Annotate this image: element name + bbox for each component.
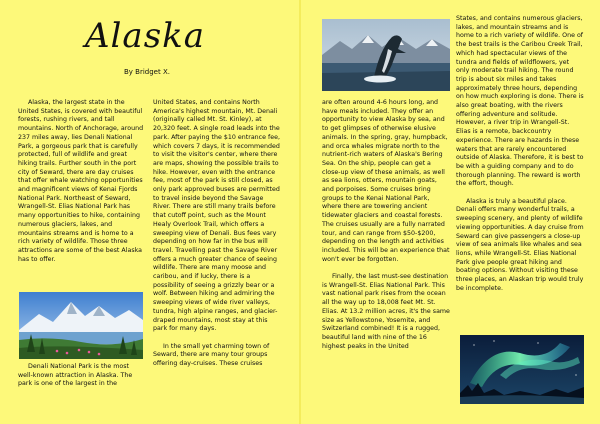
left-column-2 (153, 99, 280, 369)
right-column-1 (322, 99, 450, 351)
denali-paragraph: United States, and contains North America's highest mountain, Mt. Denali (originally called Mt. St. Kinley), at 20,320 feet. A single road leads into the park. After paying the $10 entrance fee, which covers 7 days, it is recommended to visit the visitor's center, where there are maps, showing the possible trails to hike. However, even with the entrance fee, most of the park is still closed, as only park approved buses are permitted to travel inside beyond the Savage River. There are still many trails before that cutoff point, such as the Mount Healy Overlook Trail, which offers a sweeping view of Denali. Bus fees vary depending on how far in the bus will travel. Travelling past the Savage River offers a much greater chance of seeing wildlife. There are many moose and caribou, and if lucky, there is a possibility of seeing a grizzly bear or a wolf. Between hiking and admiring the sweeping views of wide river valleys, tundra, high alpine ranges, and glacier-draped mountains, most stay at this park for many days. (153, 99, 280, 333)
cruise-paragraph: are often around 4-6 hours long, and have meals included. They offer an opportunity to view Alaska by sea, and to get glimpses of otherwise elusive animals. In the spring, gray, humpback, and orca whales migrate north to the nutrient-rich waters of Alaska's Bering Sea. On the ship, people can get a close-up view of these animals, as well as sea lions, otters, mountain goats, and porpoises. Some cruises bring groups to the Kenai National Park, where there are towering ancient tidewater glaciers and coastal forests. The cruises usually are a fully narrated tour, and can range from $50-$200, depending on the length and activities included. This will be an experience that won't ever be forgotten. (322, 99, 450, 263)
article-title: Alaska (85, 16, 206, 56)
author-byline: By Bridget X. (124, 68, 170, 76)
intro-paragraph: Alaska, the largest state in the United States, is covered with beautiful forests, rushing rivers, and tall mountains. North of Anchorage, around 237 miles away, lies Denali National Park, a gorgeous park that is carefully protected, full of wildlife and great hiking trails. Further south in the port city of Seward, there are day cruises that offer whale watching opportunities and magnificent views of Kenai Fjords National Park. Northeast of Seward, Wrangell-St. Elias National Park has many opportunities to hike, containing numerous glaciers, lakes, and mountains streams and is home to a rich variety of wildlife. Those three attractions are some of the best Alaska has to offer. (18, 99, 144, 263)
aurora-photo (460, 335, 584, 404)
right-page (301, 0, 600, 424)
mountain-lake-photo (19, 292, 143, 359)
wrangell-continued-paragraph: States, and contains numerous glaciers, lakes, and mountain streams and is home to a rich variety of wildlife. One of the best trails is the Caribou Creek Trail, which had spectacular views of the tundra and fields of wildflowers, yet only moderate trail hiking. The round trip is about six miles and takes approximately three hours, depending on how much exploring is done. There is also great boating, with the rivers offering adventure and solitude. However, a river trip in Wrangell-St. Elias is a remote, backcountry experience. There are hazards in these waters that are rarely encountered outside of Alaska. Therefore, it is best to be with a guiding company and to do thorough planning. The reward is worth the effort, though. (456, 15, 584, 188)
wrangell-paragraph: Finally, the last must-see destination is Wrangell-St. Elias National Park. This vast national park rises from the ocean all the way up to 18,008 feet Mt. St. Elias. At 13.2 million acres, it's the same size as Yellowstone, Yosemite, and Switzerland combined! It is a rugged, beautiful land with nine of the 16 highest peaks in the United (322, 273, 450, 350)
seward-intro-paragraph: In the small yet charming town of Seward, there are many tour groups offering day-cruises. These cruises (153, 342, 270, 368)
left-page (0, 0, 299, 424)
conclusion-paragraph: Alaska is truly a beautiful place. Denali offers many wonderful trails, a sweeping scenery, and plenty of wildlife viewing opportunities. A day cruise from Seward can give passengers a close-up view of sea animals like whales and sea lions, while Wrangell-St. Elias National Park give people great hiking and boating options. Without visiting these three places, an Alaskan trip would truly be incomplete. (456, 197, 584, 292)
right-column-2 (456, 15, 584, 293)
denali-intro-paragraph: Denali National Park is the most well-known attraction in Alaska. The park is one of the largest in the (18, 363, 133, 388)
breaching-whale-photo (322, 19, 450, 91)
left-column-1-bottom (18, 363, 145, 389)
left-column-1 (18, 99, 145, 264)
